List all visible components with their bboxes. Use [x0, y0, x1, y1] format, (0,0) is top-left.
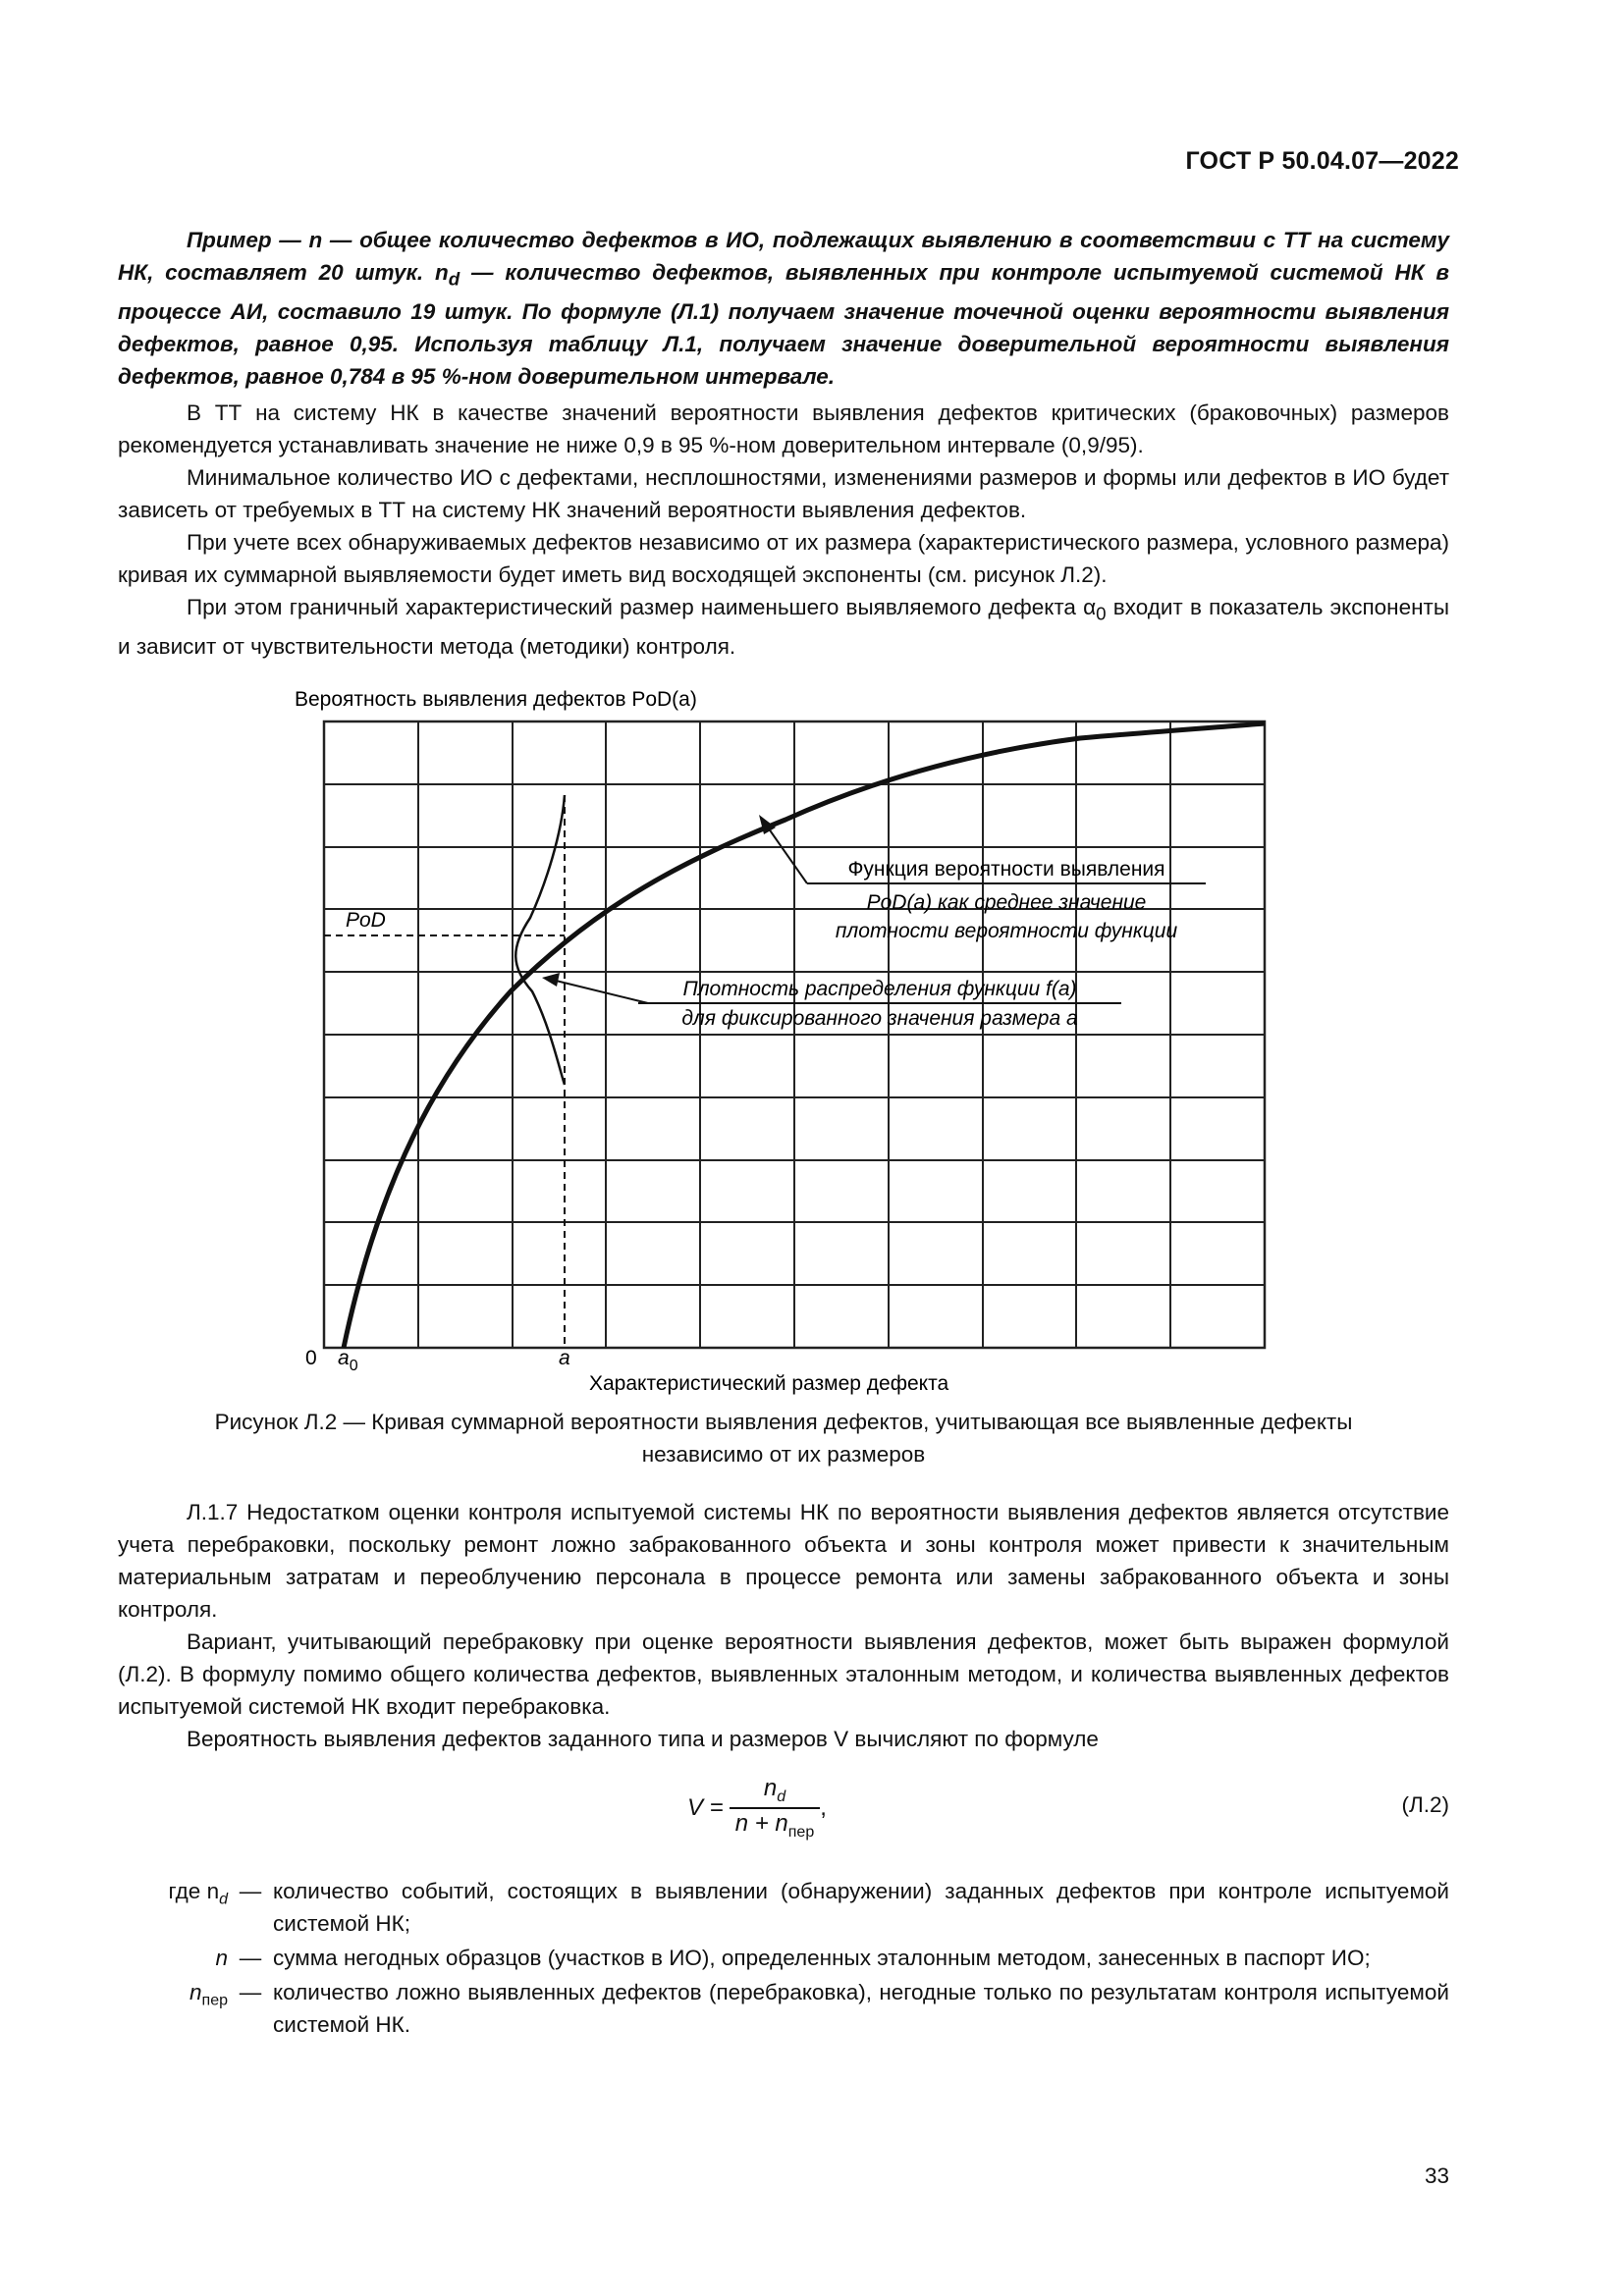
definition-nd — [118, 1875, 1449, 1940]
body1-p4-text-b: входит в показатель экспоненты и зависит от чувствительности метода (методики) контроля. — [118, 595, 1449, 659]
body2-paragraph-2: Вариант, учитывающий перебраковку при оценке вероятности выявления дефектов, может быть выражен формулой (Л.2). В формулу помимо общего количества дефектов, выявленных эталонным методом, и количества выявленных дефектов испытуемой системой НК входит перебраковка. — [118, 1629, 1449, 1719]
figure-x-axis-label: Характеристический размер дефекта — [589, 1372, 949, 1395]
example-sub: d — [448, 268, 460, 290]
formula-number: (Л.2) — [1401, 1792, 1449, 1817]
body1-paragraph-3: При учете всех обнаруживаемых дефектов независимо от их размера (характеристического размера, условного размера) кривая их суммарной выявляемости будет иметь вид восходящей экспоненты (см. рисунок Л.2). — [118, 530, 1449, 587]
body1-p4-text-a: При этом граничный характеристический размер наименьшего выявляемого дефекта α — [187, 595, 1097, 619]
body1-paragraph-1: В ТТ на систему НК в качестве значений вероятности выявления дефектов критических (браковочных) размеров рекомендуется устанавливать значение не ниже 0,9 в 95 %-ном доверительном интервале (0,9/95). — [118, 400, 1449, 457]
density-bell-curve — [515, 795, 565, 1085]
annotation-2-line-1: Плотность распределения функции f(a) — [682, 978, 1077, 1000]
figure-caption — [118, 1406, 1449, 1470]
annotation-1-line-3: плотности вероятности функции — [835, 920, 1178, 942]
annotation-pointer-2 — [552, 980, 648, 1003]
body1-p4-sub: 0 — [1096, 603, 1107, 624]
definition-nd-text: количество событий, состоящих в выявлении (обнаружении) заданных дефектов при контроле испытуемой системой НК; — [273, 1879, 1449, 1936]
formula-numerator: $n_d$ — [763, 1775, 786, 1805]
body-section-2 — [118, 1496, 1449, 1755]
definition-n-symbol: n — [215, 1946, 228, 1970]
formula-denominator: $n + n_{пер}$ — [734, 1809, 815, 1841]
annotation-pointer-1 — [766, 825, 807, 883]
example-text-1: Пример — n — общее количество дефектов в ИО, подлежащих выявлению в соответствии с ТТ на систему НК, составляет 20 штук. n — [118, 228, 1449, 285]
definition-nper-symbol: $n_{пер}$ — [189, 1980, 228, 2009]
caption-line-2: независимо от их размеров — [641, 1442, 926, 1467]
pod-label: PoD — [346, 909, 386, 932]
formula-fraction — [730, 1775, 821, 1842]
definition-nd-symbol: где $n_d$ — [168, 1879, 228, 1908]
formula-trail: , — [820, 1793, 827, 1821]
body2-paragraph-3: Вероятность выявления дефектов заданного типа и размеров V вычисляют по формуле — [187, 1727, 1099, 1751]
example-text-2: — количество дефектов, выявленных при контроле испытуемой системой НК в процессе АИ, составило 19 штук. По формуле (Л.1) получаем значение точечной оценки вероятности выявления дефектов, равное 0,95. Используя таблицу Л.1, получаем значение доверительной вероятности выявления дефектов, равное 0,784 в 95 %-ном доверительном интервале. — [118, 260, 1450, 389]
definition-nper — [118, 1976, 1449, 2041]
body1-paragraph-2: Минимальное количество ИО с дефектами, несплошностями, изменениями размеров и формы или дефектов в ИО будет зависеть от требуемых в ТТ на систему НК значений вероятности выявления дефектов. — [118, 465, 1449, 522]
definition-dash: — — [239, 1879, 262, 1903]
a0-label: $a_0$ — [338, 1347, 358, 1374]
a-label: a — [559, 1347, 570, 1369]
formula-fraction-bar — [730, 1807, 821, 1809]
annotation-1-line-1: Функция вероятности выявления — [847, 858, 1165, 881]
figure-y-axis-label: Вероятность выявления дефектов PoD(a) — [295, 688, 697, 711]
definition-dash: — — [239, 1946, 262, 1970]
definition-n — [118, 1942, 1449, 1974]
variable-definitions — [118, 1875, 1449, 2043]
formula-l2 — [687, 1775, 827, 1842]
annotation-1-line-2: PoD(a) как среднее значение — [866, 891, 1147, 914]
caption-line-1: Рисунок Л.2 — Кривая суммарной вероятности выявления дефектов, учитывающая все выявленные дефекты — [214, 1410, 1353, 1434]
annotation-arrowhead-2 — [542, 973, 560, 987]
page-number: 33 — [1424, 2163, 1449, 2188]
definition-nper-text: количество ложно выявленных дефектов (перебраковка), негодные только по результатам контроля испытуемой системой НК. — [273, 1980, 1449, 2037]
origin-label: 0 — [305, 1347, 317, 1369]
definition-dash: — — [239, 1980, 262, 2004]
document-header: ГОСТ Р 50.04.07—2022 — [1185, 147, 1459, 175]
formula-lhs: V = — [687, 1793, 724, 1821]
annotation-2-line-2: для фиксированного значения размера a — [681, 1007, 1078, 1030]
definition-n-text: сумма негодных образцов (участков в ИО), определенных эталонным методом, занесенных в паспорт ИО; — [273, 1946, 1371, 1970]
body2-paragraph-1: Л.1.7 Недостатком оценки контроля испытуемой системы НК по вероятности выявления дефектов является отсутствие учета перебраковки, поскольку ремонт ложно забракованного объекта и зоны контроля может привести к значительным материальным затратам и переоблучению персонала в процессе ремонта или замены забракованного объекта и зоны контроля. — [118, 1500, 1449, 1622]
